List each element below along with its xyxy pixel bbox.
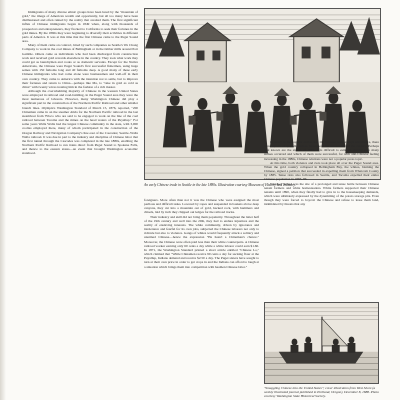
smuggling-chinese-illustration (264, 302, 379, 384)
article-paragraph: Many of them came on contract, hired by such companies as Seattle's Wa Chong Company to work in the coal mines of Bellingham or in the timber mills around Port Gamble. Others came as individuals who had been discharged from construction work and received gold rewards elsewhere in the country. They took what work they could get as laundrymen and cooks or as domestic servants. Except for the Native Americans, the Chinese were Puget Sound's first successful fishermen, using huge seines with 150 fathoms long and 40 fathoms deep. A good many of these early Chinese immigrants who had come alone were businessmen and well-off in their own country. They came to America with the intention not to settle, but to improve their fortunes and return to China—perhaps like Ma, to "rake in gold as cold as china" with twenty wives treating him in the fashion of a rich master. (22, 43, 138, 89)
article-paragraph: At this time, both violence and riots took place all over the Puget Sound area. When the gold country collapsed in Bellingham Bay, the whites, blaming the Chinese, signed a petition that succeeded in expelling them from Whatcom County by 1885. Tense riots also followed in Seattle, and Tacoma expelled their entire Chinese population in 1885–86. (264, 160, 379, 182)
smuggling-engraving (265, 303, 378, 383)
article-paragraph: Their industry and skill did not bring them popularity. Throughout the latter half of the 19th century and well into the 20th, they had to endure injustices and the reality of enslaving interests. The white community, driven by ignorance and intolerance and fearful for its own jobs, subjected the Chinese laborers not only to ridicule but also to violence. Gangs of whites would frequently attack a solitary and unarmed Chinese—hence the expression "He hasn't a Chinaman's chance." Moreover, the Chinese were often paid less than their white counterparts. A Chinese railroad worker earning only 60 cents a day while a white laborer could earn $1.60. In 1871, the Washington Standard printed a short article entitled "Chinese Lo," which claimed that "While Chinamen receive 90 cents a day for sacking flour at the Puyallup, Indians demand and receive $2.50 a day. The Puget sisters have sought to turn at their own price in order to get crops in and the Indians can afford to laugh at a situation which brings them into competition with heathen Chinese labor." (144, 214, 259, 269)
article-paragraph: Contrary to the popular notion that the Chinese were always submissive, there were reports of sporadic strikes throughout the second half of the century. Perhaps best known are the strikes of 1867. It is difficult to estimate exactly how many strikes occurred and which of them were successful, for with anti-Chinese feeling increasing in the 1880s, Chinese relations were not a popular press topic. (264, 140, 379, 161)
article-column-2 (144, 198, 259, 398)
bottom-figure-caption: "Smuggling Chinese into the United States"; cover illustration from West Shore (a weekly illustrated journal published in Portland, Oregon), December 8, 1888. Photo courtesy Washington State Historical Society. (264, 386, 379, 398)
top-figure-caption: An early Chinese trade in Seattle in the late 1880s. Illustration courtesy Museum of History and Industry. (144, 183, 296, 187)
article-paragraph: Immigrants of many diverse ethnic groups have been lured by the "mountain of gold," the image of American wealth and opportunity, but all too many have been disillusioned and often ruined by the reality that awaited them. The first significant influx of Chinese immigrants began in 1849 when, along with thousands of prospectors and entrepreneurs, they flocked to California to seek their fortunes in the gold mines. By the 1860s they were beginning to diversify their activities in different parts of America. It was at this time that the first Chinese came to the Puget Sound area. (22, 10, 138, 44)
article-column-1 (22, 10, 138, 388)
article-paragraph: Whidbey Island was the site of a prolonged and tense battle between Chinese tenant farmers and white homesteaders. White farmers supported their Chinese tenants until 1890, when they finally had to give in to the housekeeping demands, which were ultimately expressed by the dynamiting of the potato storage pits. Even though they were forced to boycott the Chinese and refuse to lease them land, intimidated by threats that any (264, 181, 379, 207)
article-paragraph: Although the overwhelming majority of Chinese in the western United States were employed in railroad and road-building, in the Puget Sound area they were the most numerous of laborers. However, many Washington Chinese did play a significant part in the construction of the Northern Pacific Railroad and other smaller branch lines. Olympia's Washington Standard of March 15, 1876, reported, "200 Chinamen came in on the steamer Alida for the Northern Pacific railroad in the last steamboat from 'Frisco who are said to be engaged to work on the line of the coal railroad between Tacoma and the mines on the head waters of the Puyallup." For some years Walla Walla had the largest Chinese community in the state, with 3,000 coolies employed there, many of whom participated in the construction of the Oregon Railway and Navigation Company's line east of the Cascades; Seattle–Walla Walla railroad. It was due in part to the industry and discipline of Chinese labor that the first tunnel through the Cascades was completed in the late 1880s, enabling the Northern Pacific Railroad to run trains direct from Puget Sound to Spokane Falls, and thence to the eastern states—an event that brought Washington economic statehood. (22, 88, 138, 156)
page-gutter-shadow (0, 0, 6, 400)
article-paragraph: foreigners. More often than not it was the Chinese who were assigned the most perilous and difficult tasks. Lowered by ropes and suspended in baskets above deep canyons, they cut into a mountain out of gold, hacked rock, with hammers and chisels, laid by inch they chipped out ledges for the railroad tracks. (144, 198, 259, 215)
